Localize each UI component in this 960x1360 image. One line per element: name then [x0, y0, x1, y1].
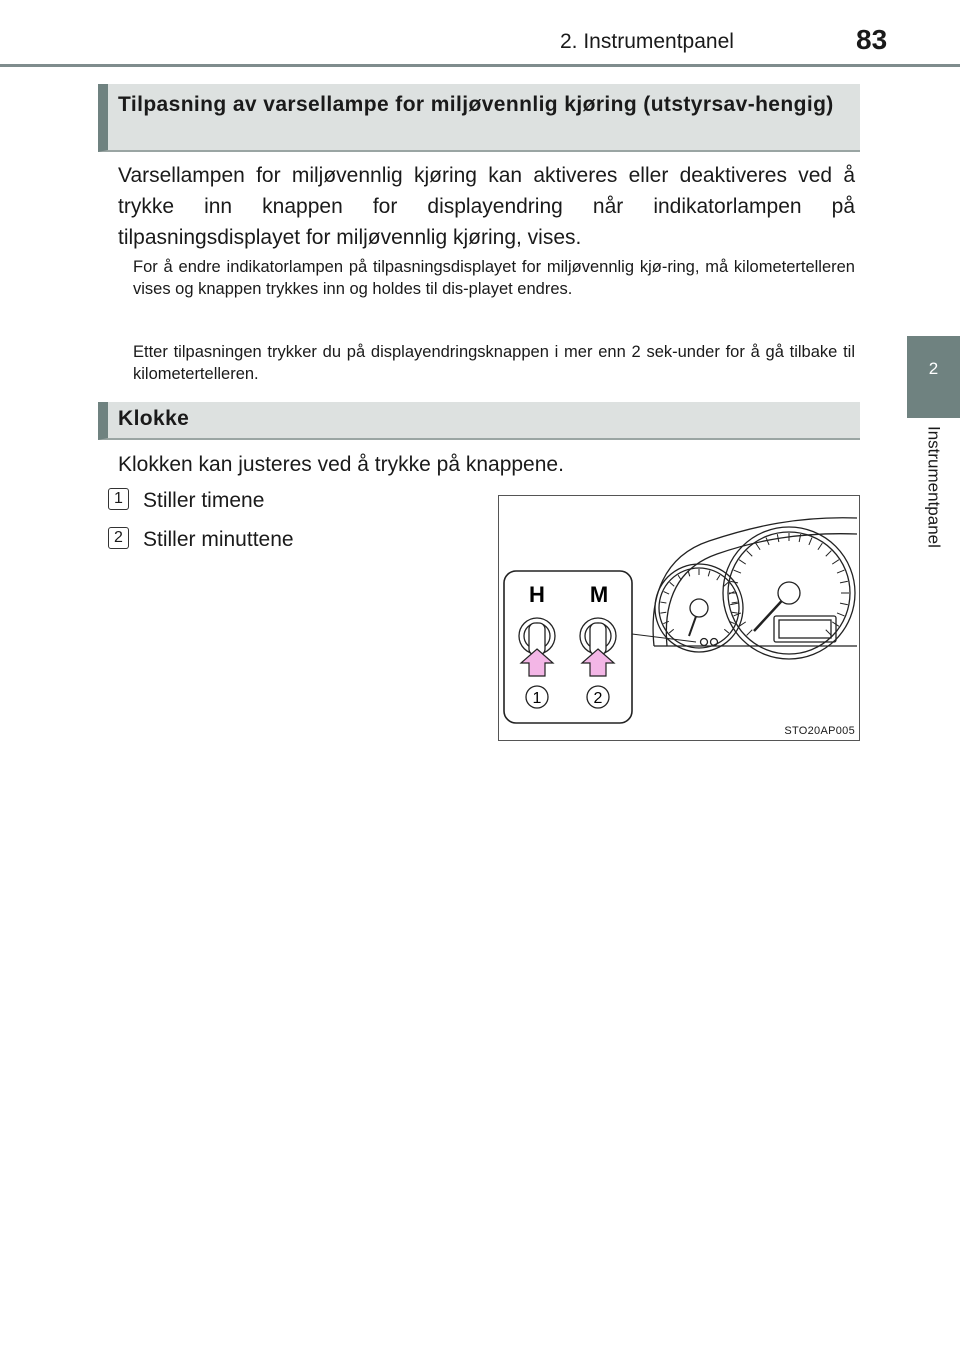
gauge-tick	[660, 602, 666, 603]
list-item-set-minutes: Stiller minuttene	[143, 528, 294, 551]
section-heading-clock: Klokke	[98, 402, 860, 440]
gauge-tick	[669, 629, 674, 633]
figure-code: STO20AP005	[784, 725, 855, 737]
gauge-tick	[837, 613, 844, 616]
clock-buttons-figure	[498, 495, 860, 741]
gauge-tick	[730, 603, 738, 605]
gauge-tick	[732, 602, 738, 603]
gauge-tick	[688, 571, 690, 577]
eco-indicator-paragraph: Varsellampen for miljøvennlig kjøring kan aktiveres eller deaktiveres ved å trykke inn knappen for displayendring når indikatorlampen på tilpasningsdisplayet for miljøvennlig kjøring, vises.	[118, 164, 855, 249]
callout-2-number: 2	[593, 690, 603, 707]
hour-button-label: H	[529, 582, 545, 607]
chapter-tab-label: Instrumentpanel	[924, 426, 944, 548]
gauge-tick	[840, 603, 848, 605]
callout-1-number: 1	[532, 690, 542, 707]
gauge-tick	[678, 575, 681, 580]
figure-illustration	[499, 496, 858, 739]
running-header-title: 2. Instrumentpanel	[560, 30, 734, 53]
gauge-tick	[734, 570, 741, 573]
gauge-tick	[732, 612, 738, 613]
minute-button-label: M	[589, 582, 609, 607]
gauge-tick	[756, 543, 760, 550]
gauge-tick	[826, 551, 832, 557]
gauge-tick	[717, 575, 720, 580]
header-rule	[0, 64, 960, 67]
gauge-tick	[724, 629, 729, 633]
list-item-set-hours: Stiller timene	[143, 489, 265, 512]
section-heading-eco-indicator: Tilpasning av varsellampe for miljøvennlig kjøring (utstyrsav-hengig)	[98, 84, 860, 152]
gauge-tick	[664, 592, 669, 595]
gauge-tick	[747, 551, 753, 557]
gauge-tick	[840, 581, 848, 583]
gauge-tick	[708, 571, 710, 577]
eco-indicator-note-2: Etter tilpasningen trykker du på displayendringsknappen i mer enn 2 sek-under for å gå tilbake til kilometertelleren.	[133, 343, 855, 383]
gauge-tick	[837, 570, 844, 573]
list-marker-1: 1	[108, 488, 129, 510]
gauge-tick	[739, 560, 746, 564]
gauge-tick	[818, 543, 822, 550]
chapter-tab-number: 2	[907, 336, 960, 418]
gauge-tick	[660, 612, 666, 613]
gauge-tick	[670, 582, 675, 586]
gauge-tick	[832, 560, 839, 564]
gauge-tick	[747, 630, 753, 636]
gauge-tick	[809, 538, 812, 545]
eco-indicator-note-1: For å endre indikatorlampen på tilpasningsdisplayet for miljøvennlig kjø-ring, må kilometertelleren vises og knappen trykkes inn og holdes til dis-playet endres.	[133, 258, 855, 298]
list-marker-2: 2	[108, 527, 129, 549]
gauge-tick	[724, 582, 729, 586]
page-number: 83	[856, 24, 888, 55]
clock-paragraph: Klokken kan justeres ved å trykke på knappene.	[118, 453, 564, 476]
